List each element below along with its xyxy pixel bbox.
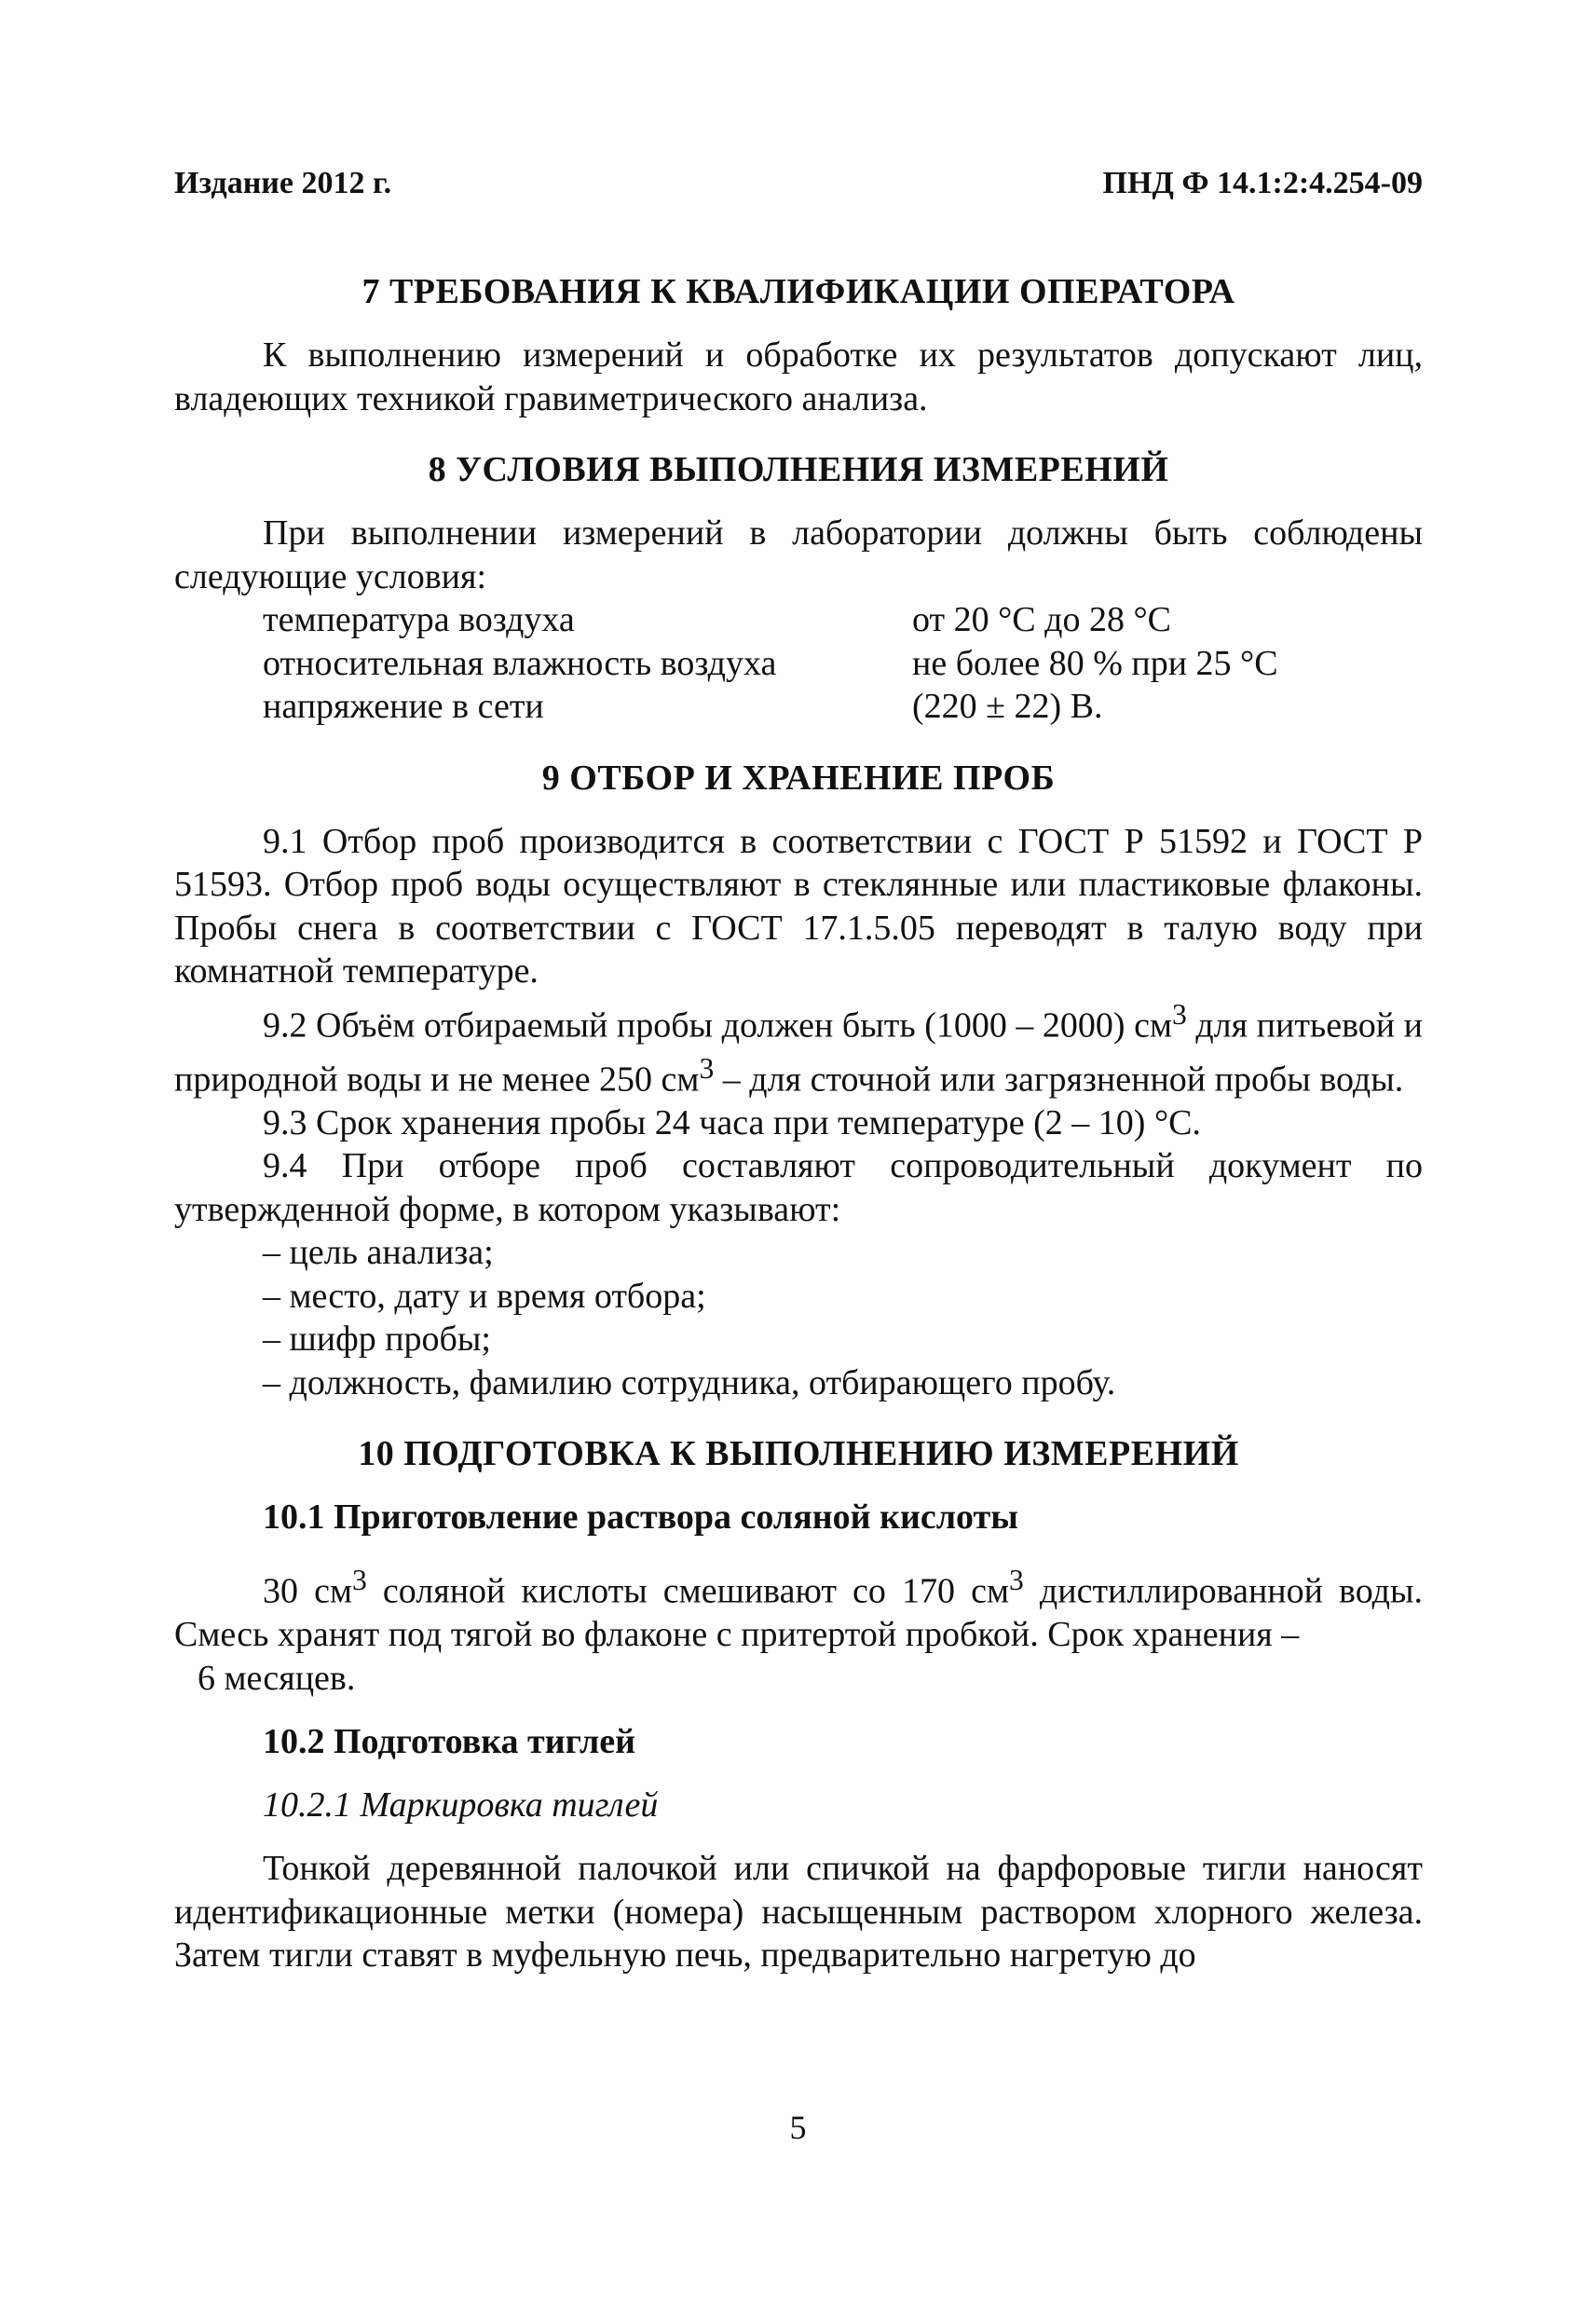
section-9-title: 9 ОТБОР И ХРАНЕНИЕ ПРОБ: [541, 758, 1056, 798]
list-item: – должность, фамилию сотрудника, отбирающего пробу.: [263, 1362, 1116, 1402]
edition-label: Издание 2012 г.: [174, 166, 392, 200]
p101-superscript-2: 3: [1009, 1564, 1024, 1597]
section-8-title: 8 УСЛОВИЯ ВЫПОЛНЕНИЯ ИЗМЕРЕНИЙ: [428, 450, 1169, 489]
paragraph-9-1: 9.1 Отбор проб производится в соответствии с ГОСТ Р 51592 и ГОСТ Р 51593. Отбор проб воды осуществляют в стеклянные или пластиковые флаконы. Пробы снега в соответствии с ГОСТ 17.1.5.05 переводят в талую воду при комнатной температуре.: [174, 821, 1423, 991]
p92-text-b: для питьевой и природной воды и не менее 250 см: [174, 1005, 1423, 1100]
condition-row: [263, 685, 1423, 729]
subsection-10-1-title: 10.1 Приготовление раствора соляной кислоты: [263, 1497, 1018, 1538]
section-7-title: 7 ТРЕБОВАНИЯ К КВАЛИФИКАЦИИ ОПЕРАТОРА: [361, 272, 1235, 311]
condition-value: от 20 °С до 28 °С: [912, 600, 1172, 639]
paragraph-9-2: [174, 993, 1423, 1101]
p101-text-c: дистиллированной воды. Смесь хранят под тягой во флаконе с притертой пробкой. Срок хранения –: [174, 1571, 1423, 1655]
p101-superscript-1: 3: [352, 1564, 367, 1597]
condition-value: не более 80 % при 25 °С: [912, 643, 1278, 683]
p92-superscript-1: 3: [1172, 997, 1187, 1031]
page-content: [174, 270, 1423, 1977]
page-header: [174, 166, 1423, 212]
page-number: 5: [789, 2109, 807, 2146]
condition-row: [263, 598, 1423, 642]
condition-name: температура воздуха: [263, 600, 575, 639]
paragraph-9-4: 9.4 При отборе проб составляют сопроводительный документ по утвержденной форме, в котором указывают:: [174, 1146, 1423, 1229]
paragraph-10-1: [174, 1559, 1423, 1657]
p92-text-c: – для сточной или загрязненной пробы воды.: [714, 1060, 1404, 1100]
document-fields-list: [174, 1231, 1423, 1404]
subsection-10-2-title: 10.2 Подготовка тиглей: [263, 1722, 636, 1762]
section-8-intro: При выполнении измерений в лаборатории должны быть соблюдены следующие условия:: [174, 513, 1423, 596]
document-code: ПНД Ф 14.1:2:4.254-09: [1102, 166, 1423, 200]
subsection-10-2-1-title: 10.2.1 Маркировка тиглей: [263, 1785, 659, 1826]
paragraph-10-2-1: Тонкой деревянной палочкой или спичкой на фарфоровые тигли наносят идентификационные метки (номера) насыщенным раствором хлорного железа. Затем тигли ставят в муфельную печь, предварительно нагретую до: [174, 1849, 1423, 1976]
p101-text-a: 30 см: [263, 1571, 352, 1611]
condition-name: напряжение в сети: [263, 687, 544, 726]
list-item: – место, дату и время отбора;: [263, 1276, 706, 1316]
condition-name: относительная влажность воздуха: [263, 643, 777, 683]
condition-value: (220 ± 22) В.: [912, 687, 1103, 726]
paragraph-10-1-end: 6 месяцев.: [198, 1658, 356, 1698]
list-item: – цель анализа;: [263, 1233, 494, 1273]
section-7-text: К выполнению измерений и обработке их результатов допускают лиц, владеющих техникой гравиметрического анализа.: [174, 335, 1423, 418]
section-10-title: 10 ПОДГОТОВКА К ВЫПОЛНЕНИЮ ИЗМЕРЕНИЙ: [358, 1434, 1239, 1474]
list-item: – шифр пробы;: [263, 1320, 491, 1360]
conditions-table: [263, 598, 1423, 729]
p92-superscript-2: 3: [699, 1051, 715, 1085]
condition-row: [263, 642, 1423, 686]
p101-text-b: соляной кислоты смешивают со 170 см: [366, 1571, 1009, 1611]
p92-text-a: 9.2 Объём отбираемый пробы должен быть (1000 – 2000) см: [263, 1005, 1172, 1046]
paragraph-9-3: 9.3 Срок хранения пробы 24 часа при температуре (2 – 10) °С.: [263, 1102, 1201, 1142]
